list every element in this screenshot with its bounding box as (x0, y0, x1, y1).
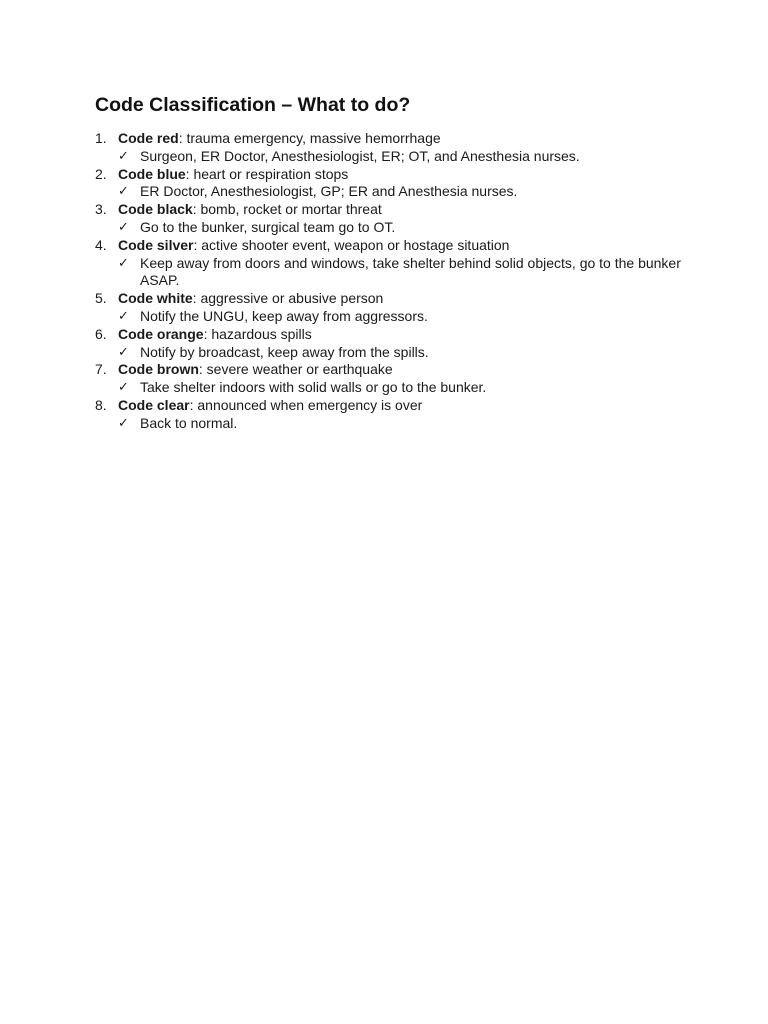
code-item-black (95, 201, 695, 237)
action-item (118, 255, 695, 291)
code-number: 3. (95, 201, 107, 218)
code-line (118, 201, 695, 219)
action-text: ER Doctor, Anesthesiologist, GP; ER and Anesthesia nurses. (140, 183, 518, 200)
code-description: : severe weather or earthquake (198, 361, 393, 378)
checkmark-icon: ✓ (118, 415, 129, 431)
code-number: 4. (95, 236, 107, 253)
checkmark-icon: ✓ (118, 219, 129, 235)
code-name: Code black (118, 201, 193, 218)
code-line (118, 397, 695, 415)
code-list (95, 130, 695, 433)
code-name: Code red (118, 130, 179, 146)
code-line (118, 290, 695, 308)
action-text: Back to normal. (140, 414, 238, 431)
code-description: : active shooter event, weapon or hostage situation (193, 236, 510, 253)
code-number: 7. (95, 361, 107, 378)
checkmark-icon: ✓ (118, 380, 129, 396)
action-item (118, 148, 695, 166)
checkmark-icon: ✓ (118, 308, 129, 324)
checkmark-icon: ✓ (118, 344, 129, 360)
action-item (118, 344, 695, 362)
action-text: Notify the UNGU, keep away from aggressors. (140, 307, 428, 324)
code-line (118, 166, 695, 184)
code-number: 1. (95, 130, 107, 146)
code-description: : aggressive or abusive person (192, 290, 384, 307)
code-name: Code blue (118, 165, 186, 182)
checkmark-icon: ✓ (118, 148, 129, 164)
code-item-clear (95, 397, 695, 433)
action-text: Take shelter indoors with solid walls or go to the bunker. (140, 379, 487, 396)
code-name: Code orange (118, 325, 204, 342)
code-item-orange (95, 326, 695, 362)
checkmark-icon: ✓ (118, 184, 129, 200)
code-description: : hazardous spills (203, 325, 312, 342)
code-line (118, 361, 695, 379)
code-description: : trauma emergency, massive hemorrhage (178, 130, 441, 146)
action-item (118, 415, 695, 433)
code-number: 5. (95, 290, 107, 307)
code-line (118, 237, 695, 255)
action-item (118, 308, 695, 326)
action-item (118, 183, 695, 201)
code-number: 6. (95, 325, 107, 342)
document-page (95, 92, 695, 433)
checkmark-icon: ✓ (118, 255, 129, 271)
code-item-red (95, 130, 695, 166)
action-text: Keep away from doors and windows, take shelter behind solid objects, go to the bunker ASAP. (140, 254, 681, 289)
code-line (118, 130, 695, 148)
code-item-white (95, 290, 695, 326)
action-item (118, 379, 695, 397)
action-text: Surgeon, ER Doctor, Anesthesiologist, ER; OT, and Anesthesia nurses. (140, 147, 580, 164)
code-line (118, 326, 695, 344)
code-description: : heart or respiration stops (185, 165, 349, 182)
action-item (118, 219, 695, 237)
code-item-silver (95, 237, 695, 290)
action-text: Go to the bunker, surgical team go to OT. (140, 218, 396, 235)
code-description: : bomb, rocket or mortar threat (192, 201, 382, 218)
code-name: Code white (118, 290, 193, 307)
code-name: Code silver (118, 236, 194, 253)
action-text: Notify by broadcast, keep away from the spills. (140, 343, 429, 360)
code-item-blue (95, 166, 695, 202)
code-number: 8. (95, 396, 107, 413)
code-item-brown (95, 361, 695, 397)
code-name: Code clear (118, 396, 190, 413)
code-number: 2. (95, 165, 107, 182)
document-title: Code Classification – What to do? (95, 94, 411, 116)
code-description: : announced when emergency is over (189, 396, 423, 413)
code-name: Code brown (118, 361, 199, 378)
